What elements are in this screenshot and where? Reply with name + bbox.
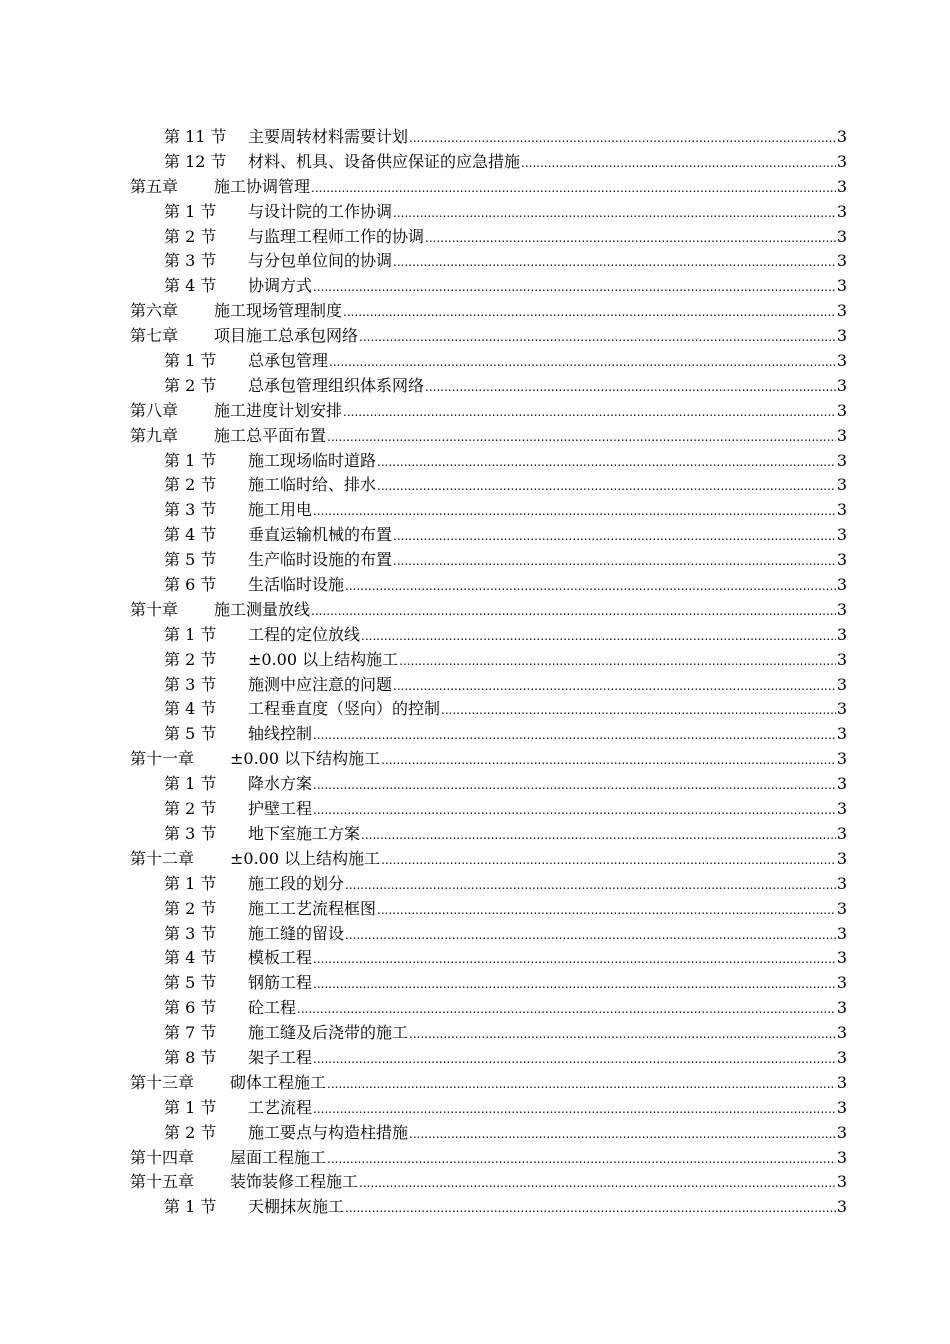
toc-entry-number: 第十章 <box>130 599 179 619</box>
toc-entry-title: 降水方案 <box>248 774 313 794</box>
toc-entry-number: 第 3 节 <box>164 674 217 694</box>
toc-section-entry[interactable] <box>0 1121 950 1146</box>
toc-entry-number: 第 4 节 <box>164 276 217 296</box>
toc-section-entry[interactable] <box>0 922 950 947</box>
toc-page-number: 3 <box>836 1047 847 1067</box>
toc-page-number: 3 <box>836 127 847 146</box>
toc-section-entry[interactable] <box>0 1046 950 1071</box>
toc-section-entry[interactable] <box>0 946 950 971</box>
toc-entry-title: 施工协调管理 <box>214 176 311 196</box>
toc-entry-row <box>164 249 847 275</box>
toc-entry-number: 第 4 节 <box>164 699 217 719</box>
toc-entry-number: 第 3 节 <box>164 923 217 943</box>
toc-entry-number: 第 4 节 <box>164 948 217 968</box>
toc-page-number: 3 <box>836 724 847 744</box>
toc-entry-number: 第六章 <box>130 301 179 321</box>
toc-section-entry[interactable] <box>0 473 950 498</box>
toc-page-number: 3 <box>836 575 847 595</box>
toc-dot-leader <box>311 176 836 201</box>
toc-dot-leader <box>361 823 836 848</box>
toc-page-number: 3 <box>836 525 847 545</box>
toc-entry-title: 主要周转材料需要计划 <box>248 127 409 146</box>
toc-page-number: 3 <box>836 948 847 968</box>
toc-entry-row <box>164 449 847 475</box>
toc-entry-row <box>164 274 847 300</box>
toc-dot-leader <box>425 226 836 251</box>
toc-section-entry[interactable] <box>0 200 950 225</box>
toc-entry-title: 工程垂直度（竖向）的控制 <box>248 699 441 719</box>
toc-dot-leader <box>377 474 836 499</box>
toc-entry-title: 与监理工程师工作的协调 <box>248 226 425 246</box>
toc-entry-row <box>164 523 847 549</box>
toc-dot-leader <box>345 574 836 599</box>
toc-page-number: 3 <box>836 898 847 918</box>
toc-entry-row <box>164 200 847 226</box>
toc-entry-number: 第五章 <box>130 176 179 196</box>
toc-entry-row <box>130 299 847 325</box>
toc-entry-number: 第 1 节 <box>164 201 217 221</box>
toc-entry-row <box>164 996 847 1022</box>
toc-entry-row <box>164 150 847 176</box>
toc-entry-title: 总承包管理 <box>248 351 329 371</box>
toc-page-number: 3 <box>836 1072 847 1092</box>
toc-entry-row <box>164 573 847 599</box>
toc-entry-row <box>164 648 847 674</box>
toc-entry-row <box>164 722 847 748</box>
toc-page-number: 3 <box>836 550 847 570</box>
toc-entry-title: 钢筋工程 <box>248 973 313 993</box>
toc-dot-leader <box>345 923 836 948</box>
toc-entry-title: 生活临时设施 <box>248 575 345 595</box>
toc-dot-leader <box>313 723 836 748</box>
toc-entry-number: 第 2 节 <box>164 375 217 395</box>
toc-dot-leader <box>359 1171 836 1196</box>
toc-entry-number: 第 1 节 <box>164 450 217 470</box>
toc-page-number: 3 <box>836 351 847 371</box>
toc-entry-title: 与分包单位间的协调 <box>248 251 393 271</box>
toc-entry-title: 天棚抹灰施工 <box>248 1197 345 1217</box>
toc-entry-number: 第 8 节 <box>164 1047 217 1067</box>
toc-entry-row <box>164 1096 847 1122</box>
toc-section-entry[interactable] <box>0 449 950 474</box>
toc-entry-row <box>130 324 847 350</box>
toc-chapter-entry[interactable] <box>0 1146 950 1171</box>
toc-dot-leader <box>377 898 836 923</box>
toc-entry-title: 施工总平面布置 <box>214 425 327 445</box>
toc-entry-number: 第十五章 <box>130 1172 195 1192</box>
toc-dot-leader <box>313 947 836 972</box>
toc-dot-leader <box>327 1072 836 1097</box>
toc-page-number: 3 <box>836 301 847 321</box>
toc-entry-number: 第 1 节 <box>164 624 217 644</box>
toc-page-number: 3 <box>836 823 847 843</box>
toc-page-number: 3 <box>836 1122 847 1142</box>
toc-dot-leader <box>381 748 836 773</box>
toc-entry-row <box>130 424 847 450</box>
toc-entry-row <box>130 399 847 425</box>
toc-entry-number: 第 1 节 <box>164 351 217 371</box>
toc-entry-title: 轴线控制 <box>248 724 313 744</box>
toc-entry-title: 施工进度计划安排 <box>214 400 343 420</box>
toc-entry-number: 第 5 节 <box>164 973 217 993</box>
toc-entry-number: 第十一章 <box>130 749 195 769</box>
toc-entry-title: 砼工程 <box>248 998 297 1018</box>
toc-dot-leader <box>313 972 836 997</box>
toc-dot-leader <box>399 649 836 674</box>
toc-entry-row <box>130 1170 847 1196</box>
toc-entry-number: 第 5 节 <box>164 550 217 570</box>
toc-dot-leader <box>343 400 836 425</box>
toc-section-entry[interactable] <box>0 498 950 523</box>
toc-page-number: 3 <box>836 774 847 794</box>
toc-section-entry[interactable] <box>0 872 950 897</box>
toc-chapter-entry[interactable] <box>0 324 950 349</box>
toc-page-number: 3 <box>836 1023 847 1043</box>
toc-entry-number: 第 11 节 <box>164 127 227 146</box>
toc-page-number: 3 <box>836 1172 847 1192</box>
toc-dot-leader <box>409 1022 836 1047</box>
toc-entry-title: ±0.00 以上结构施工 <box>230 848 381 868</box>
toc-entry-title: 施工缝的留设 <box>248 923 345 943</box>
toc-entry-row <box>164 548 847 574</box>
toc-entry-number: 第八章 <box>130 400 179 420</box>
toc-dot-leader <box>377 450 836 475</box>
toc-page-number: 3 <box>836 226 847 246</box>
toc-section-entry[interactable] <box>0 897 950 922</box>
toc-entry-row <box>130 747 847 773</box>
toc-entry-row <box>164 797 847 823</box>
toc-dot-leader <box>311 599 836 624</box>
toc-entry-title: 工程的定位放线 <box>248 624 361 644</box>
toc-page-number: 3 <box>836 425 847 445</box>
toc-dot-leader <box>361 624 836 649</box>
toc-dot-leader <box>313 1047 836 1072</box>
toc-entry-row <box>164 922 847 948</box>
toc-page-number: 3 <box>836 848 847 868</box>
toc-entry-row <box>164 623 847 649</box>
toc-entry-number: 第 2 节 <box>164 649 217 669</box>
toc-entry-number: 第 4 节 <box>164 525 217 545</box>
toc-entry-title: 与设计院的工作协调 <box>248 201 393 221</box>
toc-dot-leader <box>327 425 836 450</box>
toc-page-number: 3 <box>836 923 847 943</box>
toc-section-entry[interactable] <box>0 274 950 299</box>
toc-entry-title: 施工现场管理制度 <box>214 301 343 321</box>
toc-page-number: 3 <box>836 599 847 619</box>
toc-entry-title: 项目施工总承包网络 <box>214 326 359 346</box>
toc-chapter-entry[interactable] <box>0 399 950 424</box>
toc-entry-title: 护壁工程 <box>248 799 313 819</box>
toc-entry-number: 第 3 节 <box>164 500 217 520</box>
toc-entry-title: 总承包管理组织体系网络 <box>248 375 425 395</box>
toc-page-number: 3 <box>836 176 847 196</box>
toc-entry-title: 砌体工程施工 <box>230 1072 327 1092</box>
toc-dot-leader <box>441 698 836 723</box>
toc-page-number: 3 <box>836 151 847 171</box>
toc-entry-row <box>164 897 847 923</box>
toc-dot-leader <box>343 300 836 325</box>
toc-entry-title: 施工用电 <box>248 500 313 520</box>
toc-dot-leader <box>345 873 836 898</box>
toc-chapter-entry[interactable] <box>0 847 950 872</box>
toc-section-entry[interactable] <box>0 125 950 150</box>
toc-entry-number: 第 12 节 <box>164 151 227 171</box>
toc-entry-row <box>130 1071 847 1097</box>
toc-dot-leader <box>313 275 836 300</box>
toc-section-entry[interactable] <box>0 797 950 822</box>
toc-section-entry[interactable] <box>0 722 950 747</box>
toc-chapter-entry[interactable] <box>0 299 950 324</box>
toc-page-number: 3 <box>836 674 847 694</box>
toc-chapter-entry[interactable] <box>0 747 950 772</box>
toc-entry-number: 第 2 节 <box>164 898 217 918</box>
toc-entry-row <box>164 697 847 723</box>
toc-entry-row <box>164 1195 847 1221</box>
toc-entry-title: 屋面工程施工 <box>230 1147 327 1167</box>
toc-page-number: 3 <box>836 475 847 495</box>
toc-page-number: 3 <box>836 649 847 669</box>
toc-entry-number: 第 2 节 <box>164 226 217 246</box>
toc-dot-leader <box>393 549 836 574</box>
toc-entry-row <box>130 598 847 624</box>
toc-entry-number: 第 2 节 <box>164 799 217 819</box>
toc-chapter-entry[interactable] <box>0 175 950 200</box>
toc-dot-leader <box>381 848 836 873</box>
toc-entry-title: 生产临时设施的布置 <box>248 550 393 570</box>
toc-section-entry[interactable] <box>0 1021 950 1046</box>
toc-entry-row <box>164 1046 847 1072</box>
toc-page-number: 3 <box>836 699 847 719</box>
toc-section-entry[interactable] <box>0 249 950 274</box>
toc-dot-leader <box>393 524 836 549</box>
toc-entry-number: 第 1 节 <box>164 774 217 794</box>
toc-entry-title: 施工要点与构造柱措施 <box>248 1122 409 1142</box>
toc-section-entry[interactable] <box>0 697 950 722</box>
toc-section-entry[interactable] <box>0 772 950 797</box>
toc-entry-row <box>164 1121 847 1147</box>
toc-entry-row <box>164 225 847 251</box>
toc-entry-title: ±0.00 以下结构施工 <box>230 749 381 769</box>
toc-entry-row <box>164 772 847 798</box>
toc-entry-number: 第 7 节 <box>164 1023 217 1043</box>
toc-section-entry[interactable] <box>0 523 950 548</box>
toc-page-number: 3 <box>836 201 847 221</box>
toc-entry-number: 第 2 节 <box>164 1122 217 1142</box>
toc-entry-title: 地下室施工方案 <box>248 823 361 843</box>
toc-dot-leader <box>327 1147 836 1172</box>
toc-entry-number: 第 3 节 <box>164 251 217 271</box>
toc-page-number: 3 <box>836 624 847 644</box>
toc-entry-number: 第 1 节 <box>164 1197 217 1217</box>
toc-entry-number: 第 3 节 <box>164 823 217 843</box>
toc-entry-row <box>164 349 847 375</box>
toc-entry-number: 第十二章 <box>130 848 195 868</box>
toc-page-number: 3 <box>836 400 847 420</box>
toc-entry-title: 装饰装修工程施工 <box>230 1172 359 1192</box>
toc-page-number: 3 <box>836 450 847 470</box>
toc-entry-title: 施测中应注意的问题 <box>248 674 393 694</box>
toc-section-entry[interactable] <box>0 1195 950 1220</box>
toc-entry-number: 第 1 节 <box>164 1097 217 1117</box>
toc-section-entry[interactable] <box>0 623 950 648</box>
toc-entry-title: 垂直运输机械的布置 <box>248 525 393 545</box>
toc-page-number: 3 <box>836 749 847 769</box>
toc-entry-number: 第 6 节 <box>164 575 217 595</box>
toc-page-number: 3 <box>836 1197 847 1217</box>
toc-section-entry[interactable] <box>0 648 950 673</box>
toc-entry-row <box>164 971 847 997</box>
toc-entry-title: 施工临时给、排水 <box>248 475 377 495</box>
toc-entry-number: 第七章 <box>130 326 179 346</box>
toc-entry-row <box>164 822 847 848</box>
toc-entry-row <box>130 847 847 873</box>
toc-page-number: 3 <box>836 276 847 296</box>
toc-section-entry[interactable] <box>0 150 950 175</box>
toc-section-entry[interactable] <box>0 1096 950 1121</box>
toc-section-entry[interactable] <box>0 548 950 573</box>
toc-entry-row <box>164 125 847 151</box>
toc-entry-number: 第十四章 <box>130 1147 195 1167</box>
toc-entry-title: 施工测量放线 <box>214 599 311 619</box>
toc-chapter-entry[interactable] <box>0 598 950 623</box>
toc-entry-row <box>164 473 847 499</box>
toc-entry-title: 模板工程 <box>248 948 313 968</box>
toc-dot-leader <box>313 773 836 798</box>
toc-entry-number: 第九章 <box>130 425 179 445</box>
toc-entry-row <box>130 175 847 201</box>
toc-dot-leader <box>393 250 836 275</box>
toc-page-number: 3 <box>836 326 847 346</box>
toc-entry-number: 第 2 节 <box>164 475 217 495</box>
toc-chapter-entry[interactable] <box>0 1071 950 1096</box>
toc-page-number: 3 <box>836 375 847 395</box>
toc-chapter-entry[interactable] <box>0 424 950 449</box>
toc-entry-row <box>164 1021 847 1047</box>
toc-section-entry[interactable] <box>0 971 950 996</box>
toc-entry-title: 施工缝及后浇带的施工 <box>248 1023 409 1043</box>
toc-entry-row <box>164 374 847 400</box>
toc-entry-title: 材料、机具、设备供应保证的应急措施 <box>248 151 521 171</box>
toc-dot-leader <box>393 201 836 226</box>
toc-section-entry[interactable] <box>0 374 950 399</box>
toc-entry-title: 施工现场临时道路 <box>248 450 377 470</box>
toc-section-entry[interactable] <box>0 349 950 374</box>
toc-entry-title: 架子工程 <box>248 1047 313 1067</box>
toc-section-entry[interactable] <box>0 996 950 1021</box>
toc-section-entry[interactable] <box>0 225 950 250</box>
toc-entry-title: 施工段的划分 <box>248 873 345 893</box>
toc-entry-row <box>164 946 847 972</box>
toc-dot-leader <box>521 151 836 176</box>
toc-section-entry[interactable] <box>0 673 950 698</box>
toc-dot-leader <box>313 499 836 524</box>
toc-entry-row <box>164 872 847 898</box>
toc-page-number: 3 <box>836 1097 847 1117</box>
toc-section-entry[interactable] <box>0 822 950 847</box>
toc-entry-title: ±0.00 以上结构施工 <box>248 649 399 669</box>
toc-dot-leader <box>425 375 836 400</box>
toc-entry-title: 协调方式 <box>248 276 313 296</box>
toc-page-number: 3 <box>836 998 847 1018</box>
toc-dot-leader <box>297 997 836 1022</box>
toc-entry-number: 第 5 节 <box>164 724 217 744</box>
toc-section-entry[interactable] <box>0 573 950 598</box>
toc-entry-title: 施工工艺流程框图 <box>248 898 377 918</box>
toc-page-number: 3 <box>836 500 847 520</box>
toc-page-number: 3 <box>836 1147 847 1167</box>
toc-entry-row <box>130 1146 847 1172</box>
toc-page-number: 3 <box>836 973 847 993</box>
toc-dot-leader <box>345 1196 836 1221</box>
toc-page-number: 3 <box>836 873 847 893</box>
toc-entry-number: 第 6 节 <box>164 998 217 1018</box>
toc-entry-row <box>164 673 847 699</box>
toc-dot-leader <box>313 798 836 823</box>
toc-page-number: 3 <box>836 799 847 819</box>
toc-dot-leader <box>313 1097 836 1122</box>
toc-entry-title: 工艺流程 <box>248 1097 313 1117</box>
table-of-contents <box>0 125 950 1220</box>
toc-page-number: 3 <box>836 251 847 271</box>
toc-entry-row <box>164 498 847 524</box>
toc-dot-leader <box>329 350 836 375</box>
toc-chapter-entry[interactable] <box>0 1170 950 1195</box>
toc-entry-number: 第十三章 <box>130 1072 195 1092</box>
toc-entry-number: 第 1 节 <box>164 873 217 893</box>
toc-dot-leader <box>409 126 836 151</box>
toc-dot-leader <box>409 1122 836 1147</box>
toc-dot-leader <box>393 674 836 699</box>
toc-dot-leader <box>359 325 836 350</box>
